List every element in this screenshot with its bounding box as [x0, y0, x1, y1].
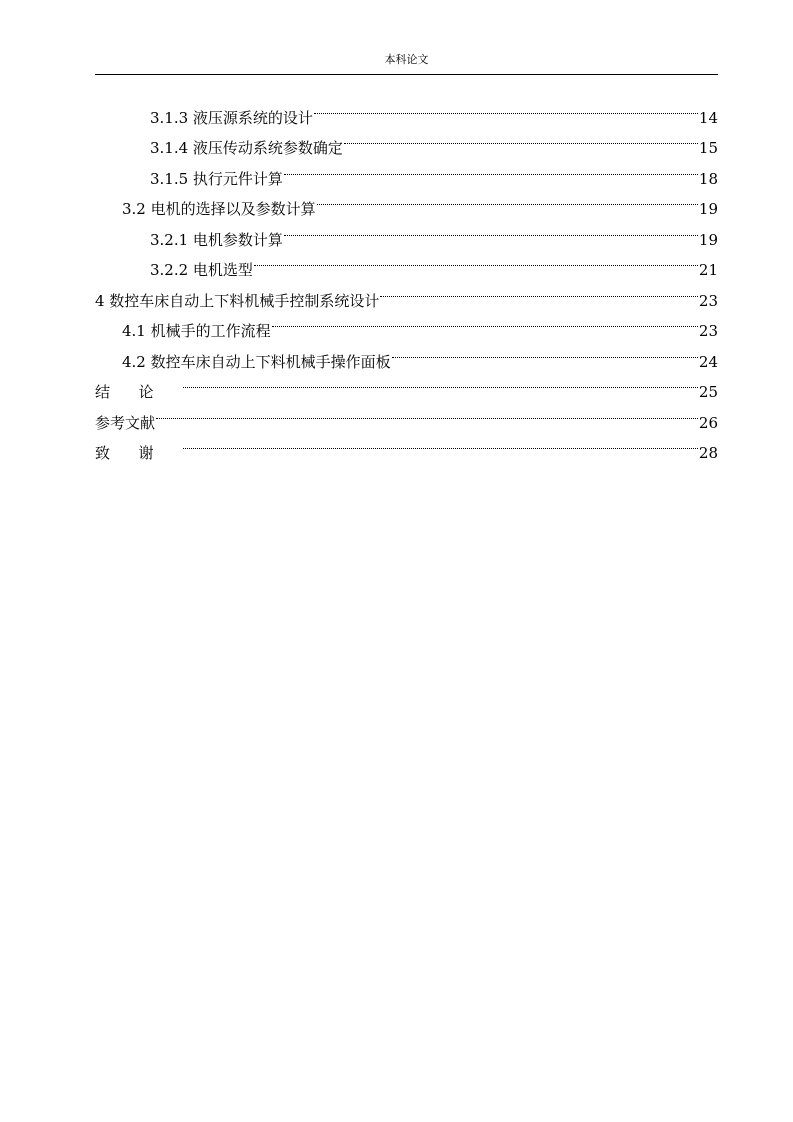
toc-entry-title: 参考文献 [95, 413, 156, 432]
toc-leader-dots [392, 336, 698, 367]
toc-entry-title: 3.1.3 液压源系统的设计 [150, 108, 313, 127]
toc-entry[interactable] [95, 367, 718, 401]
toc-entry-title: 3.2 电机的选择以及参数计算 [122, 200, 316, 218]
toc-leader-dots [254, 245, 698, 276]
toc-leader-dots [344, 123, 698, 154]
toc-entry-title: 3.2.2 电机选型 [150, 261, 253, 279]
header-title: 本科论文 [384, 53, 429, 66]
toc-leader-dots [314, 92, 698, 123]
toc-entry-page: 24 [698, 352, 718, 371]
toc-leader-dots [317, 184, 698, 215]
toc-entry-page: 18 [698, 169, 718, 188]
toc-leader-dots [156, 397, 698, 428]
toc-entry-page: 19 [698, 200, 718, 218]
toc-entry-title: 4 数控车床自动上下料机械手控制系统设计 [95, 291, 380, 310]
toc-entry-title: 致谢 [95, 444, 183, 462]
toc-entry-page: 14 [698, 108, 718, 127]
toc-entry-page: 25 [698, 383, 718, 401]
toc-entry-title: 4.2 数控车床自动上下料机械手操作面板 [122, 352, 391, 371]
toc-entry-page: 19 [698, 230, 718, 249]
page-header [95, 52, 718, 75]
toc-entry-page: 28 [698, 444, 718, 462]
toc-leader-dots [380, 275, 698, 306]
toc-entry-title: 4.1 机械手的工作流程 [122, 322, 271, 340]
toc-entry[interactable] [95, 428, 718, 462]
toc-entry[interactable] [95, 397, 718, 432]
toc-leader-dots [284, 153, 698, 184]
toc-leader-dots [272, 306, 698, 337]
toc-entry-title: 3.1.4 液压传动系统参数确定 [150, 139, 343, 157]
toc-leader-dots [284, 214, 698, 245]
toc-entry-title: 3.2.1 电机参数计算 [150, 230, 283, 249]
toc-entry-page: 26 [698, 413, 718, 432]
toc-leader-dots [183, 428, 698, 459]
table-of-contents [95, 92, 718, 462]
toc-entry-page: 23 [698, 291, 718, 310]
toc-entry-title: 3.1.5 执行元件计算 [150, 169, 283, 188]
toc-entry-page: 15 [698, 139, 718, 157]
toc-leader-dots [183, 367, 698, 398]
toc-entry-page: 21 [698, 261, 718, 279]
toc-entry-page: 23 [698, 322, 718, 340]
toc-entry-title: 结论 [95, 383, 183, 401]
toc-entry[interactable] [95, 92, 718, 127]
